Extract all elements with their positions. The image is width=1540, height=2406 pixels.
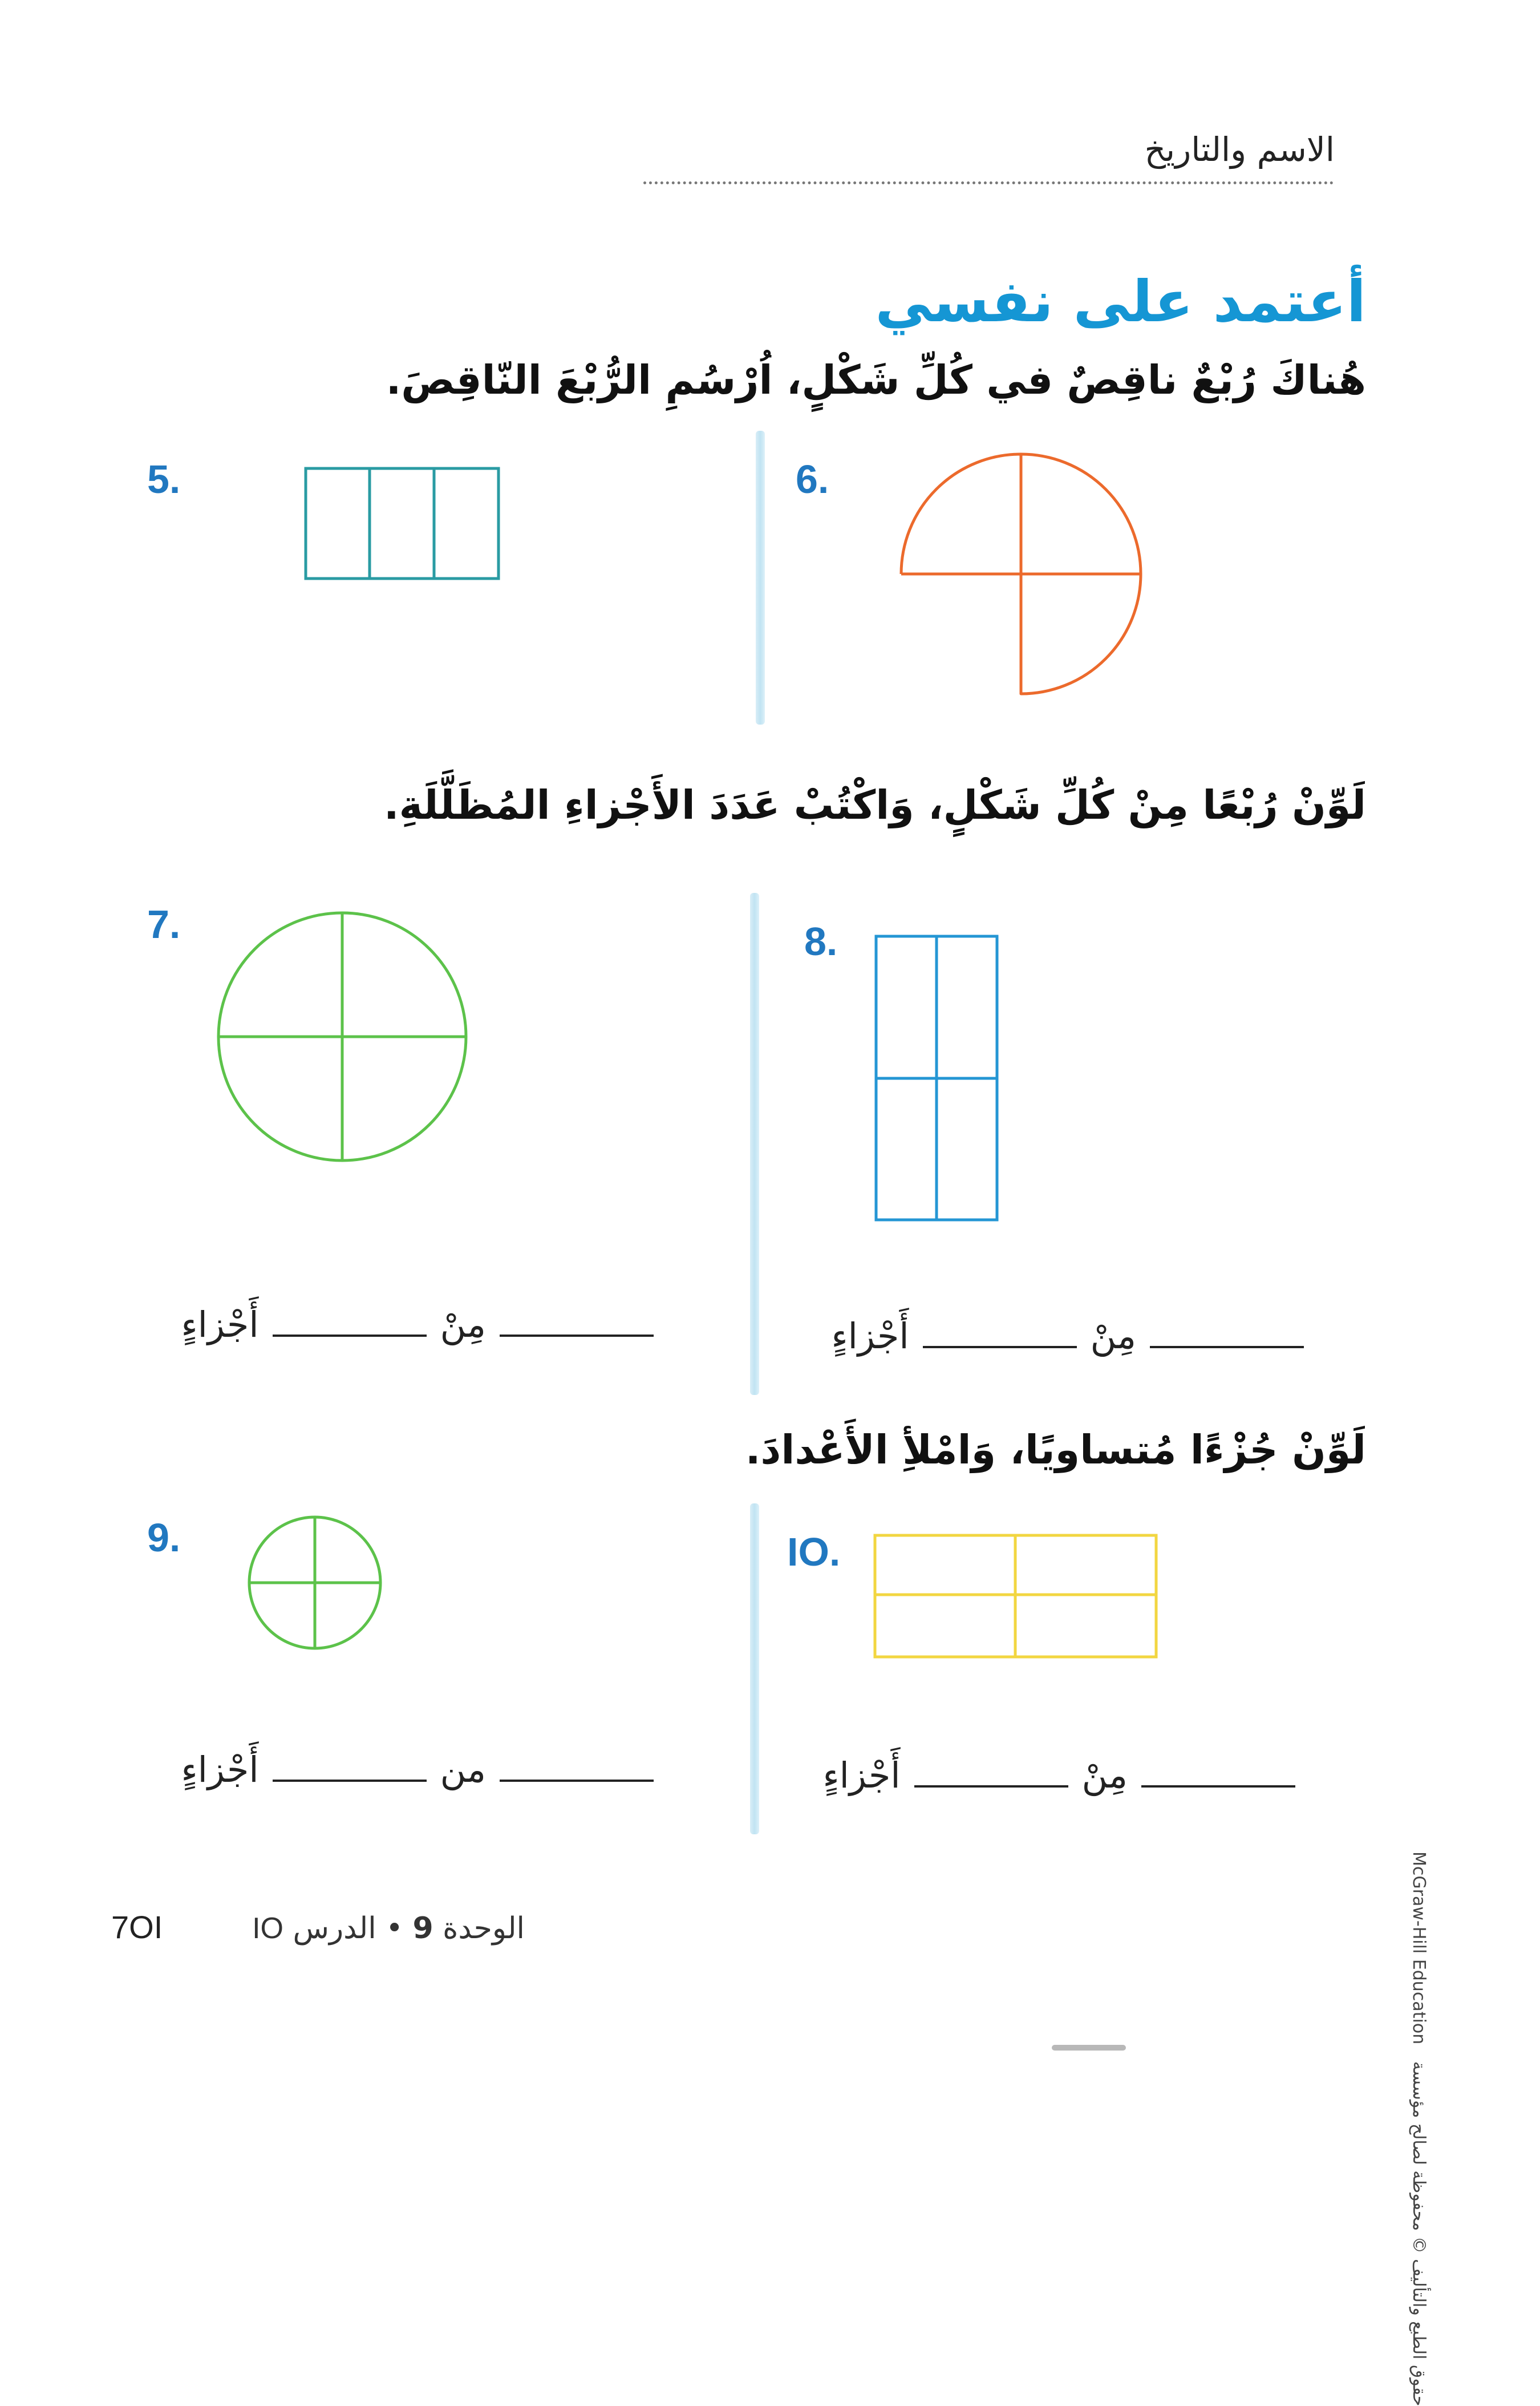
- problem-10-answer: [822, 1754, 1309, 1796]
- problem-9-number: 9.: [147, 1515, 181, 1560]
- name-date-label: الاسم والتاريخ: [1144, 130, 1335, 169]
- problem-9-parts-word: أَجْزاءٍ: [181, 1749, 259, 1790]
- problem-8-answer: [831, 1315, 1318, 1357]
- problem-10-blank-shaded[interactable]: [1141, 1783, 1295, 1788]
- page-number: 7OI: [111, 1909, 163, 1945]
- instruction-draw-missing-quarter: هُناكَ رُبْعٌ ناقِصٌ في كُلِّ شَكْلٍ، اُرْسُمِ الرُّبْعَ النّاقِصَ.: [386, 357, 1366, 403]
- copyright-note: [1409, 1851, 1429, 2406]
- problem-7-circle-quarters[interactable]: [214, 908, 471, 1165]
- unit-number: 9: [412, 1911, 433, 1946]
- problem-9-blank-total[interactable]: [273, 1777, 427, 1782]
- section-title: أعتمد على نفسي: [875, 268, 1366, 335]
- publisher-name: McGraw-Hill Education: [1409, 1851, 1429, 2045]
- problem-10-blank-total[interactable]: [914, 1783, 1068, 1788]
- problem-7-of-word: مِنْ: [440, 1304, 486, 1345]
- name-date-line[interactable]: [643, 181, 1334, 184]
- problem-7-blank-total[interactable]: [273, 1332, 427, 1337]
- problem-9-answer: [181, 1749, 667, 1790]
- problem-8-parts-word: أَجْزاءٍ: [831, 1315, 909, 1357]
- problem-10-parts-word: أَجْزاءٍ: [822, 1754, 901, 1796]
- problem-7-blank-shaded[interactable]: [500, 1332, 654, 1337]
- problem-10-of-word: مِنْ: [1081, 1754, 1128, 1796]
- problem-8-rectangle-quarters[interactable]: [873, 933, 1004, 1227]
- unit-label: الوحدة: [443, 1911, 525, 1946]
- problem-8-of-word: مِنْ: [1090, 1315, 1136, 1357]
- problem-6-number: 6.: [796, 457, 829, 502]
- footer-bullet: •: [386, 1911, 403, 1946]
- problem-9-of-word: من: [440, 1749, 486, 1790]
- lesson-label: الدرس: [293, 1911, 376, 1946]
- home-indicator[interactable]: [1052, 2045, 1126, 2051]
- problem-8-number: 8.: [804, 919, 838, 964]
- column-divider: [750, 1503, 759, 1834]
- problem-7-number: 7.: [147, 902, 181, 947]
- lesson-number: IO: [252, 1912, 283, 1945]
- problem-5-number: 5.: [147, 457, 181, 502]
- problem-10-number: IO.: [787, 1530, 841, 1574]
- column-divider: [756, 431, 765, 725]
- problem-6-circle-three-quarters[interactable]: [890, 445, 1152, 707]
- problem-9-blank-shaded[interactable]: [500, 1777, 654, 1782]
- problem-5-rectangle-three-quarters[interactable]: [302, 465, 502, 582]
- column-divider: [750, 893, 759, 1395]
- problem-10-rectangle-quarters[interactable]: [872, 1532, 1160, 1660]
- problem-7-answer: [181, 1304, 667, 1345]
- problem-8-blank-shaded[interactable]: [1150, 1344, 1304, 1348]
- instruction-color-quarter: لَوِّنْ رُبْعًا مِنْ كُلِّ شَكْلٍ، وَاكْتُبْ عَدَدَ الأَجْزاءِ المُظَلَّلَةِ.: [384, 782, 1366, 828]
- instruction-color-equal-part: لَوِّنْ جُزْءًا مُتساويًا، وَامْلأِ الأَعْدادَ.: [745, 1426, 1366, 1473]
- copyright-text: حقوق الطبع والتأليف © محفوظة لصالح مؤسسة: [1409, 2061, 1429, 2406]
- unit-lesson-footer: [252, 1911, 525, 1946]
- problem-8-blank-total[interactable]: [923, 1344, 1077, 1348]
- problem-9-circle-quarters[interactable]: [245, 1513, 385, 1653]
- problem-7-parts-word: أَجْزاءٍ: [181, 1304, 259, 1345]
